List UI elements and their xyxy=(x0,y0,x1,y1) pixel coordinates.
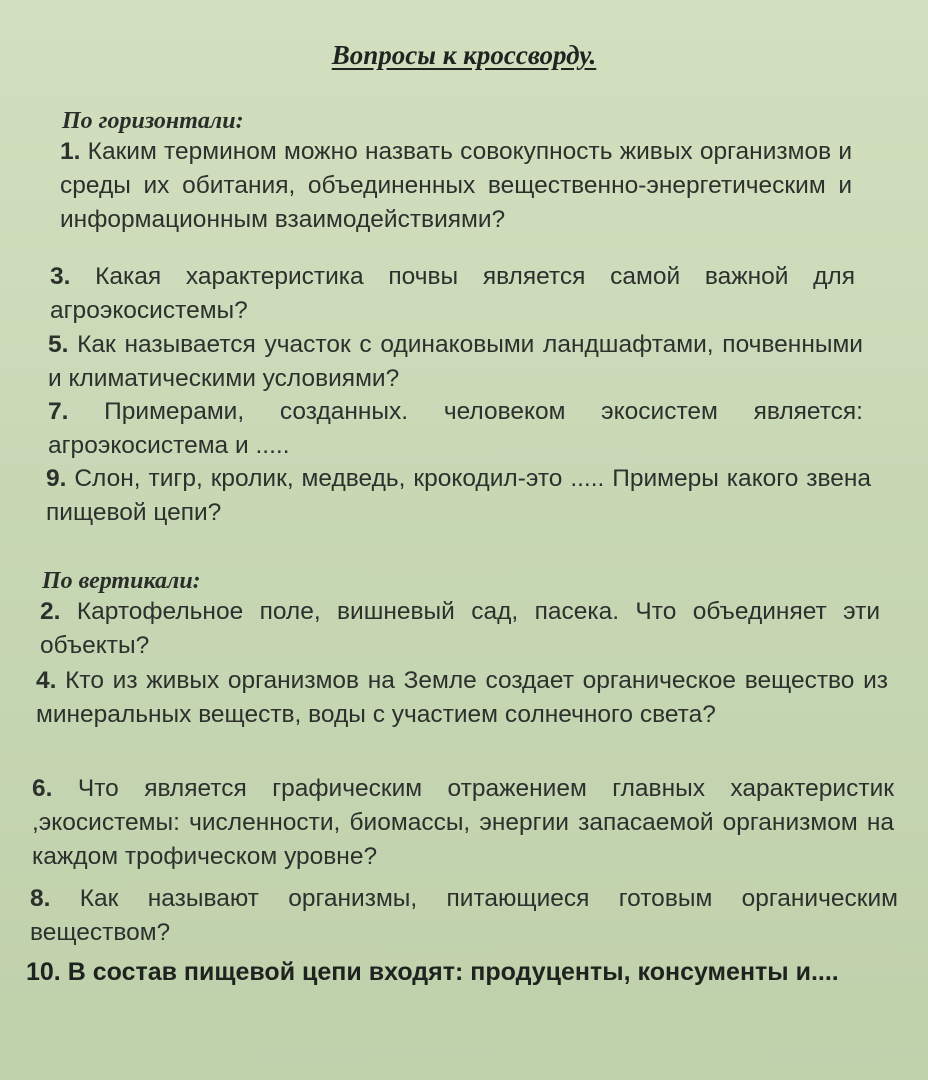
question-4 xyxy=(36,664,888,732)
question-number: 9. xyxy=(46,465,67,492)
question-9 xyxy=(46,462,871,530)
horizontal-heading: По горизонтали: xyxy=(62,108,244,134)
document-title: Вопросы к кроссворду. xyxy=(331,40,597,70)
question-text: Как называется участок с одинаковыми ландшафтами, почвенными и климатическими условиями? xyxy=(48,331,863,392)
question-2 xyxy=(40,595,880,663)
question-number: 3. xyxy=(50,263,71,290)
question-text: Что является графическим отражением главных характеристик ,экосистемы: численности, биомассы, энергии запасаемой организмом на каждом трофическом уровне? xyxy=(32,775,894,870)
question-number: 6. xyxy=(32,775,53,802)
question-text: Картофельное поле, вишневый сад, пасека. Что объединяет эти объекты? xyxy=(40,598,881,659)
question-7 xyxy=(48,395,863,463)
question-5 xyxy=(48,328,863,396)
question-number: 7. xyxy=(48,398,69,425)
question-8 xyxy=(30,882,898,950)
question-number: 1. xyxy=(60,138,81,165)
question-number: 4. xyxy=(36,667,57,694)
question-text: Какая характеристика почвы является самой важной для агроэкосистемы? xyxy=(50,263,855,324)
question-text: В состав пищевой цепи входят: продуценты, консументы и.... xyxy=(67,958,839,986)
question-10 xyxy=(26,955,906,989)
question-number: 10. xyxy=(26,958,61,986)
question-1 xyxy=(60,135,852,237)
question-text: Каким термином можно назвать совокупность живых организмов и среды их обитания, объединенных вещественно-энергетическим и информационным взаимодействиями? xyxy=(60,138,853,233)
question-3 xyxy=(50,260,855,328)
vertical-heading: По вертикали: xyxy=(42,568,201,594)
question-number: 5. xyxy=(48,331,69,358)
question-text: Примерами, созданных. человеком экосистем является: агроэкосистема и ..... xyxy=(48,398,863,459)
question-number: 8. xyxy=(30,885,51,912)
question-text: Слон, тигр, кролик, медведь, крокодил-это ..... Примеры какого звена пищевой цепи? xyxy=(46,465,872,526)
question-number: 2. xyxy=(40,598,61,625)
question-text: Кто из живых организмов на Земле создает органическое вещество из минеральных веществ, воды с участием солнечного света? xyxy=(36,667,889,728)
question-6 xyxy=(32,772,894,874)
question-text: Как называют организмы, питающиеся готовым органическим веществом? xyxy=(30,885,898,946)
